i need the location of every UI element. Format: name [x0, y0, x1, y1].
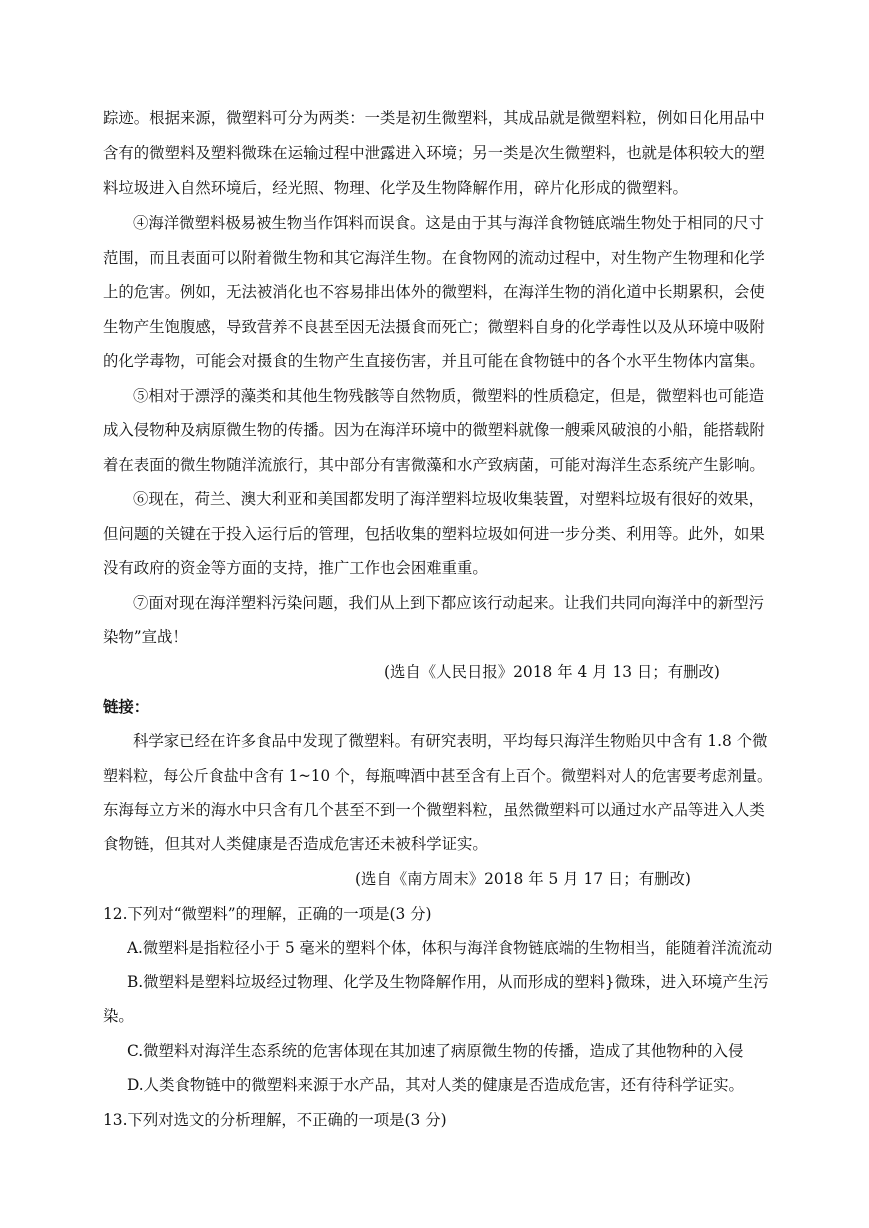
question-12-option-c: C.微塑料对海洋生态系统的危害体现在其加速了病原微生物的传播，造成了其他物种的入侵: [127, 1042, 744, 1060]
article-line: ⑤相对于漂浮的藻类和其他生物残骸等自然物质，微塑料的性质稳定，但是，微塑料也可能造: [133, 387, 765, 405]
article-line: 但问题的关键在于投入运行后的管理，包括收集的塑料垃圾如何进一步分类、利用等。此外，如果: [103, 525, 765, 543]
article-line: 染物”宣战！: [103, 628, 188, 646]
question-12-stem: 12.下列对“微塑料”的理解，正确的一项是(3 分): [103, 905, 432, 923]
article-line: 范围，而且表面可以附着微生物和其它海洋生物。在食物网的流动过程中，对生物产生物理和化学: [103, 249, 765, 267]
article-line: 的化学毒物，可能会对摄食的生物产生直接伤害，并且可能在食物链中的各个水平生物体内富集。: [103, 352, 765, 370]
link-heading: 链接：: [103, 698, 150, 716]
article-line: ⑦面对现在海洋塑料污染问题，我们从上到下都应该行动起来。让我们共同向海洋中的新型污: [133, 594, 765, 612]
question-12-option-d: D.人类食物链中的微塑料来源于水产品，其对人类的健康是否造成危害，还有待科学证实。: [127, 1076, 744, 1094]
article-line: 含有的微塑料及塑料微珠在运输过程中泄露进入环境；另一类是次生微塑料，也就是体积较大的塑: [103, 144, 765, 162]
article-line: 成入侵物种及病原微生物的传播。因为在海洋环境中的微塑料就像一艘乘风破浪的小船，能搭载附: [103, 421, 765, 439]
question-13-stem: 13.下列对选文的分析理解，不正确的一项是(3 分): [103, 1111, 447, 1129]
article-line: ⑥现在，荷兰、澳大利亚和美国都发明了海洋塑料垃圾收集装置，对塑料垃圾有很好的效果，: [133, 490, 765, 508]
article-line: 上的危害。例如，无法被消化也不容易排出体外的微塑料，在海洋生物的消化道中长期累积，会使: [103, 283, 765, 301]
question-12-option-b-continued: 染。: [103, 1007, 134, 1025]
question-12-option-b: B.微塑料是塑料垃圾经过物理、化学及生物降解作用，从而形成的塑料}微珠，进入环境产生污: [127, 973, 769, 991]
article-source: (选自《人民日报》2018 年 4 月 13 日；有删改): [384, 663, 720, 681]
link-source: (选自《南方周末》2018 年 5 月 17 日；有删改): [355, 870, 691, 888]
link-line: 东海每立方米的海水中只含有几个甚至不到一个微塑料粒，虽然微塑料可以通过水产品等进入人类: [103, 801, 765, 819]
article-line: ④海洋微塑料极易被生物当作饵料而误食。这是由于其与海洋食物链底端生物处于相同的尺寸: [133, 214, 765, 232]
link-line: 食物链，但其对人类健康是否造成危害还未被科学证实。: [103, 835, 488, 853]
article-line: 着在表面的微生物随洋流旅行，其中部分有害微藻和水产致病菌，可能对海洋生态系统产生影响。: [103, 456, 765, 474]
link-line: 科学家已经在许多食品中发现了微塑料。有研究表明，平均每只海洋生物贻贝中含有 1.8 个微: [133, 732, 768, 750]
article-line: 生物产生饱腹感，导致营养不良甚至因无法摄食而死亡；微塑料自身的化学毒性以及从环境中吸附: [103, 318, 765, 336]
article-line: 没有政府的资金等方面的支持，推广工作也会困难重重。: [103, 559, 488, 577]
article-line: 踪迹。根据来源，微塑料可分为两类：一类是初生微塑料，其成品就是微塑料粒，例如日化用品中: [103, 109, 765, 127]
article-line: 料垃圾进入自然环境后，经光照、物理、化学及生物降解作用，碎片化形成的微塑料。: [103, 179, 688, 197]
question-12-option-a: A.微塑料是指粒径小于 5 毫米的塑料个体，体积与海洋食物链底端的生物相当，能随着洋流流动: [127, 939, 773, 957]
link-line: 塑料粒，每公斤食盐中含有 1~10 个，每瓶啤酒中甚至含有上百个。微塑料对人的危害要考虑剂量。: [103, 767, 773, 785]
